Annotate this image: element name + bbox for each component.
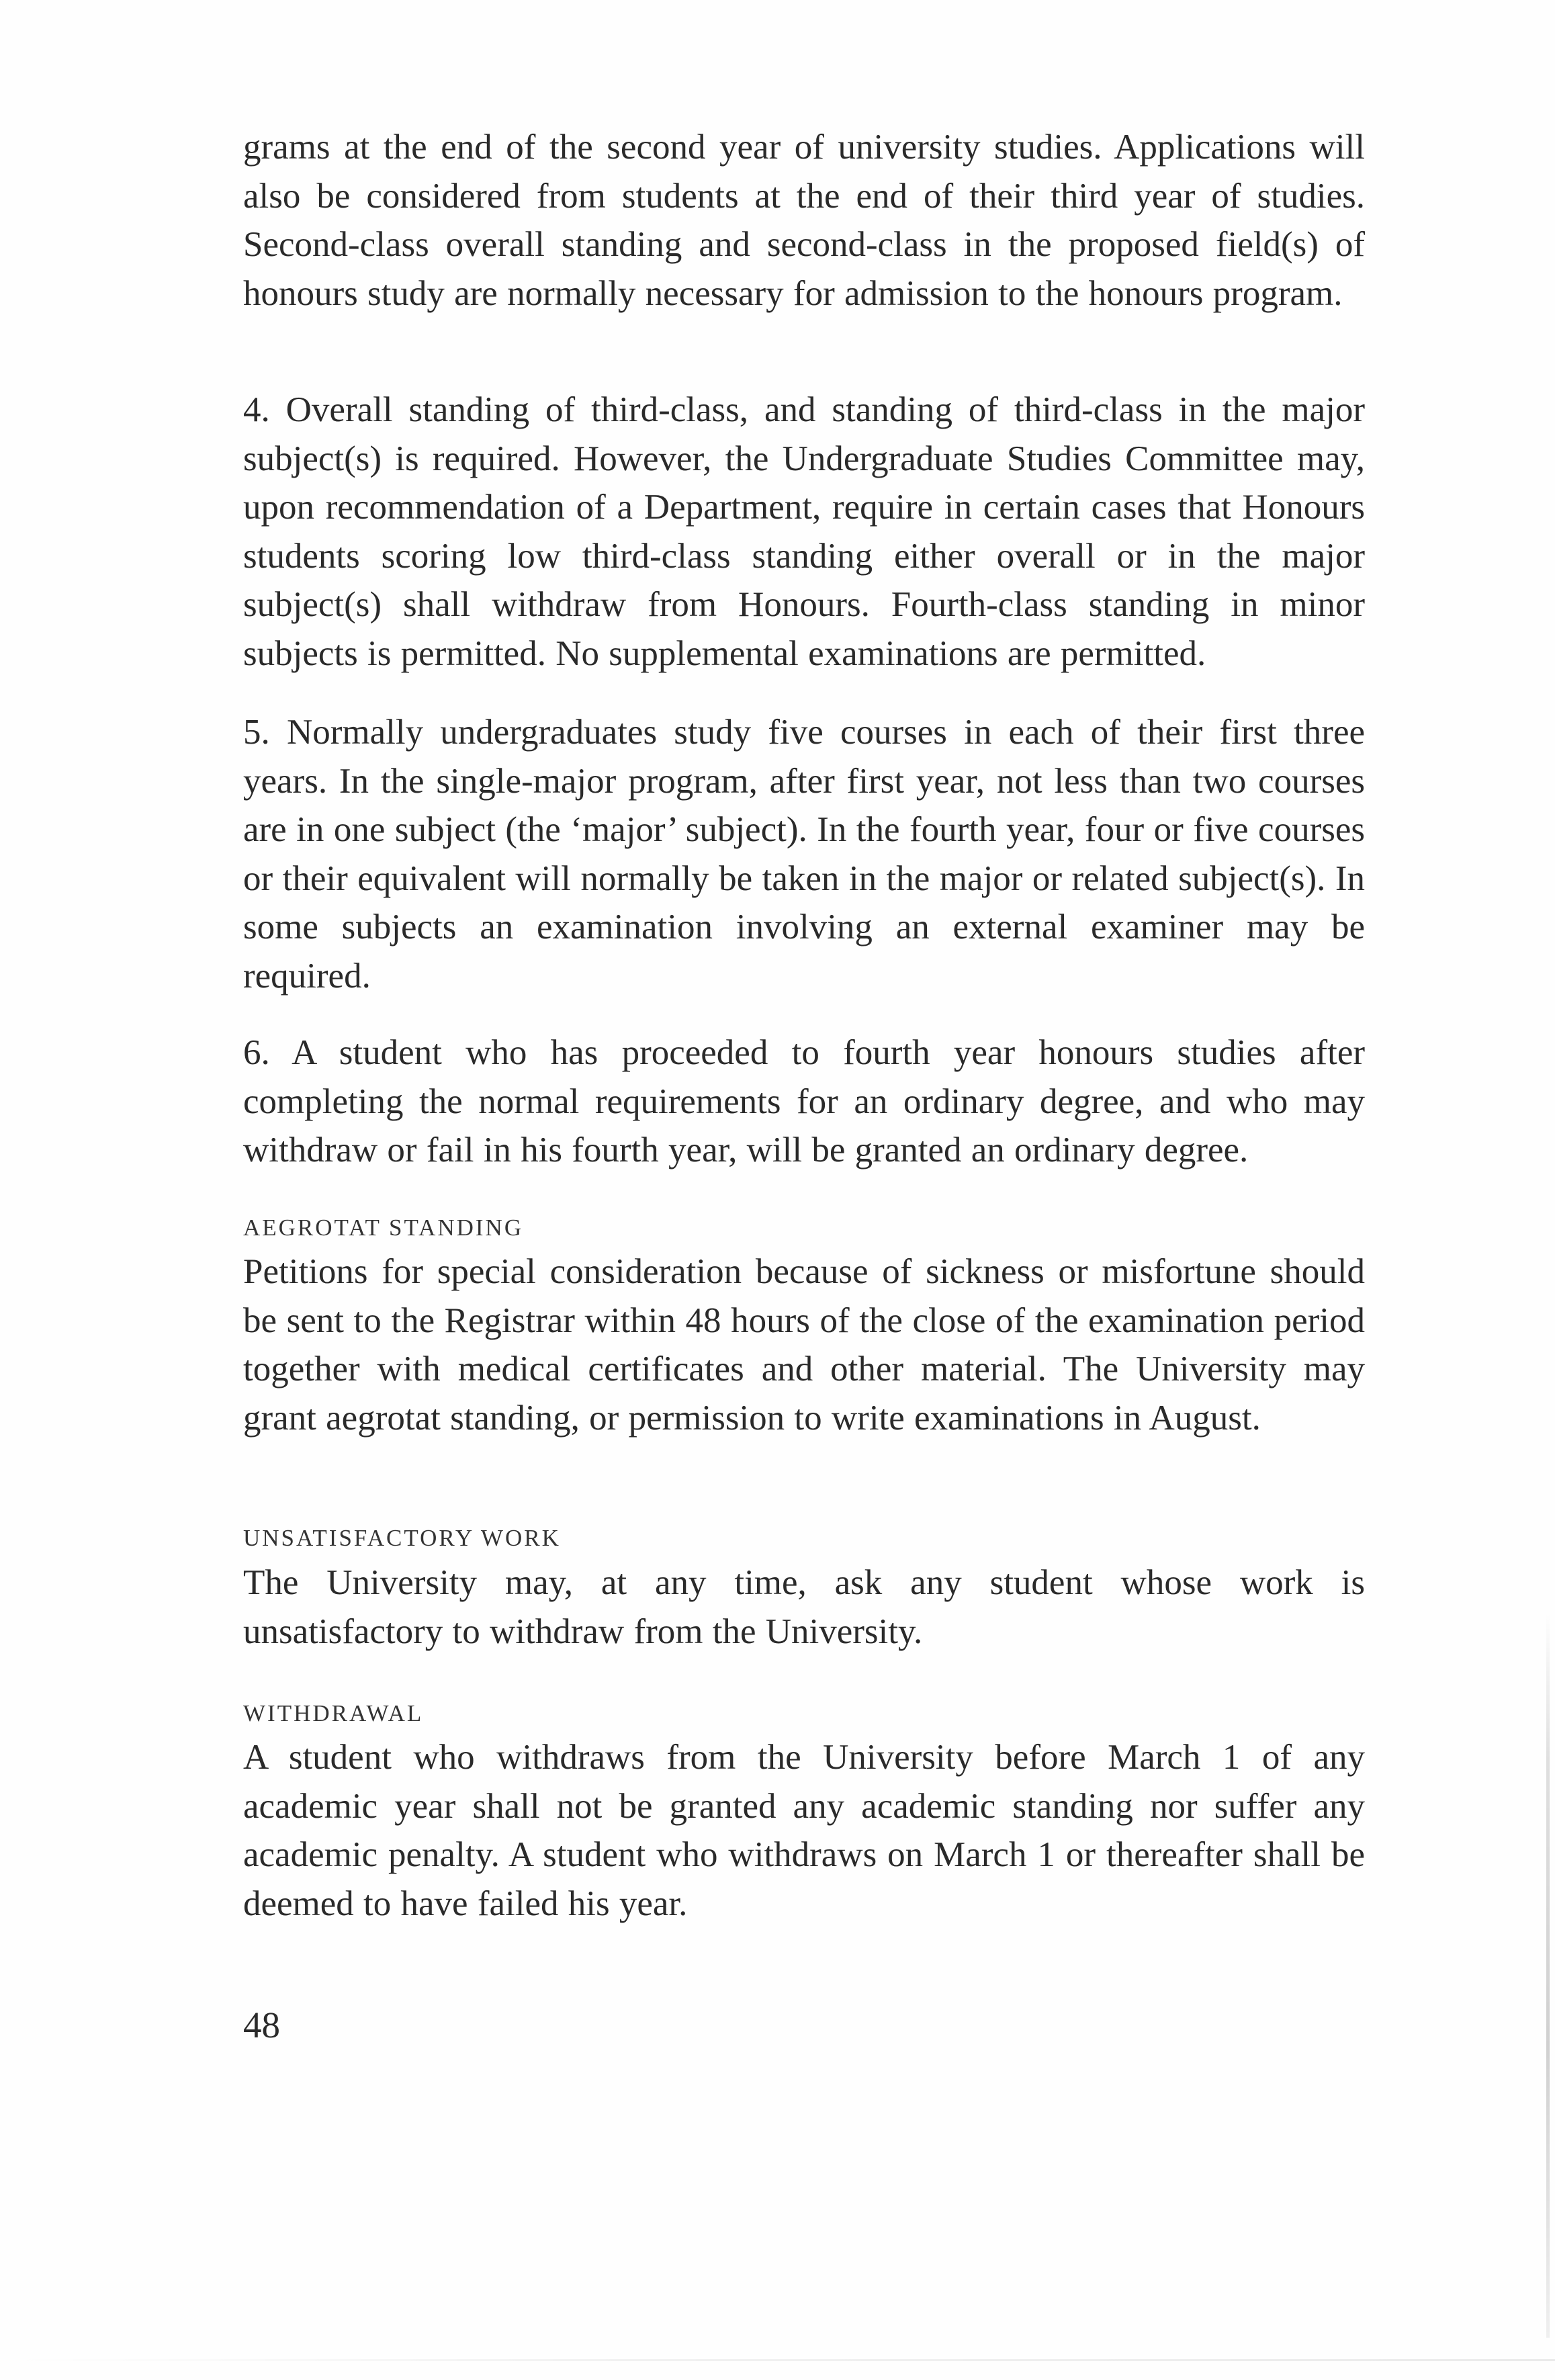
paragraph-continuation <box>243 123 1365 318</box>
paragraph-text: 5. Normally undergraduates study five courses in each of their first three years. In the single-major program, after first year, not less than two courses are in one subject (the ‘major’ subject). In the fourth year, four or five courses or their equivalent will normally be taken in the major or related subject(s). In some subjects an examination involving an external examiner may be required. <box>243 713 1365 996</box>
scan-edge-shadow <box>1546 1612 1550 2338</box>
page-number: 48 <box>243 2004 280 2045</box>
section-heading-unsatisfactory-work: UNSATISFACTORY WORK <box>243 1525 561 1551</box>
paragraph-6 <box>243 1028 1365 1175</box>
scan-bottom-shadow <box>0 2359 1555 2361</box>
paragraph-4 <box>243 386 1365 678</box>
paragraph-5 <box>243 708 1365 1000</box>
section-heading-aegrotat-standing: AEGROTAT STANDING <box>243 1215 524 1241</box>
paragraph-text: 4. Overall standing of third-class, and standing of third-class in the major subject(s) is required. However, the Undergraduate Studies Committee may, upon recommendation of a Department, require in certain cases that Honours students scoring low third-class standing either overall or in the major subject(s) shall withdraw from Honours. Fourth-class standing in minor subjects is permitted. No supplemental examinations are permitted. <box>243 390 1365 673</box>
section-body-unsatisfactory-work <box>243 1558 1365 1656</box>
paragraph-text: 6. A student who has proceeded to fourth year honours studies after completing the normal requirements for an ordinary degree, and who may withdraw or fail in his fourth year, will be granted an ordinary degree. <box>243 1033 1365 1170</box>
paragraph-text: A student who withdraws from the University before March 1 of any academic year shall not be granted any academic standing nor suffer any academic penalty. A student who withdraws on March 1 or thereafter shall be deemed to have failed his year. <box>243 1738 1365 1923</box>
paragraph-text: Petitions for special consideration because of sickness or misfortune should be sent to the Registrar within 48 hours of the close of the examination period together with medical certificates and other material. The University may grant aegrotat standing, or permission to write examinations in August. <box>243 1252 1365 1438</box>
section-heading-withdrawal: WITHDRAWAL <box>243 1700 424 1726</box>
section-body-aegrotat-standing <box>243 1247 1365 1442</box>
paragraph-text: grams at the end of the second year of university studies. Applications will also be considered from students at the end of their third year of studies. Second-class overall standing and second-class in the proposed field(s) of honours study are normally necessary for admission to the honours program. <box>243 128 1365 313</box>
section-body-withdrawal <box>243 1733 1365 1928</box>
paragraph-text: The University may, at any time, ask any student whose work is unsatisfactory to withdraw from the University. <box>243 1563 1365 1651</box>
